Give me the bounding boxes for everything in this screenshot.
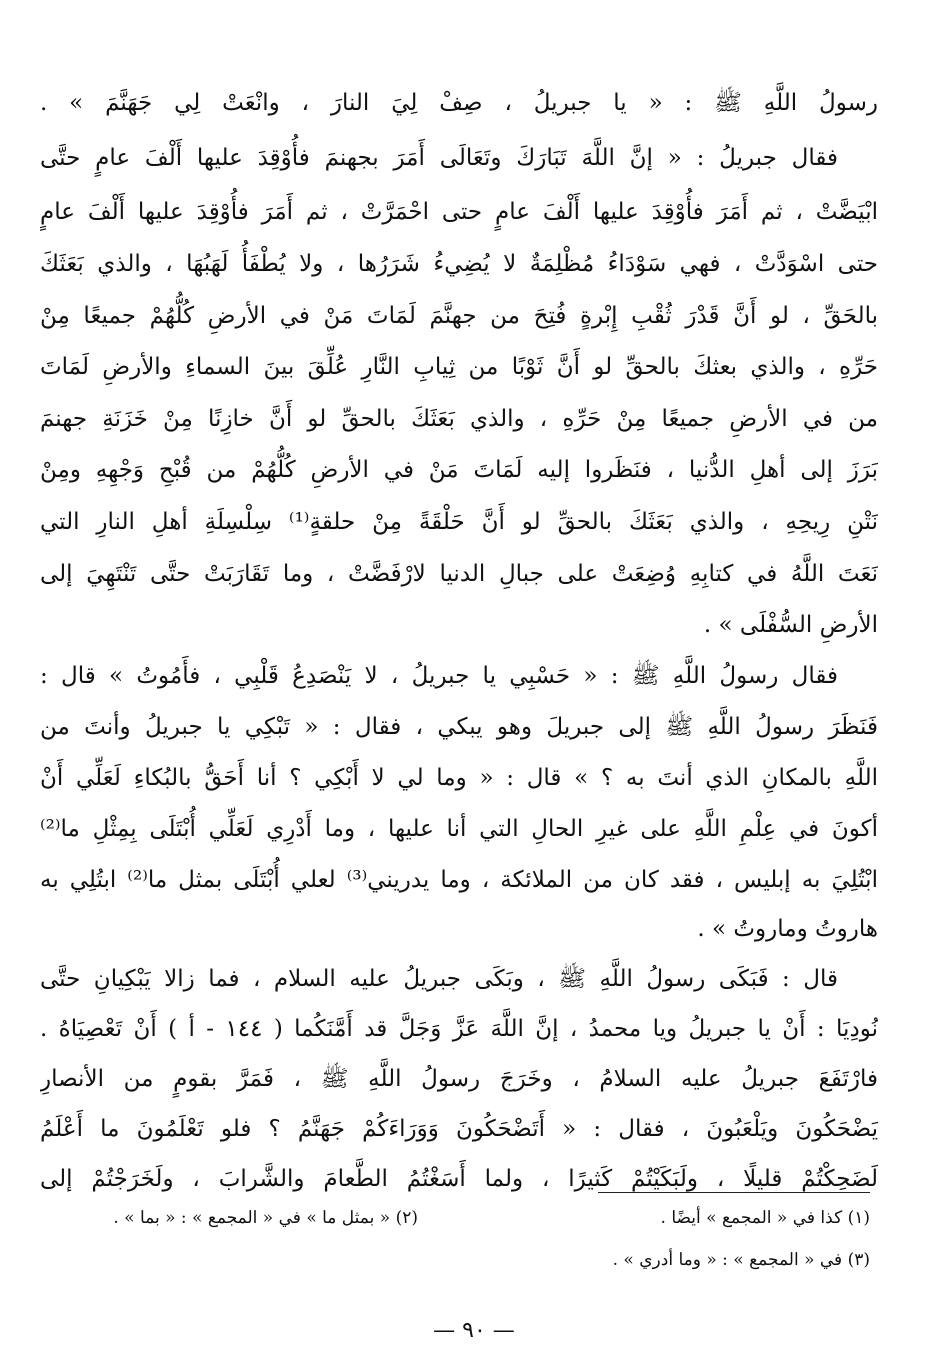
- footnote-1: (١) كذا في « المجمع » أيضًا .: [660, 1208, 870, 1228]
- text-line: بالحَقِّ ، لو أَنَّ قَدْرَ ثُقْبِ إِبْرةٍ فُتِحَ من جهنَّمَ لَمَاتَ مَنْ في الأرضِ كُلُّهُمْ جميعًا مِنْ: [40, 303, 878, 329]
- text-line: أكونَ في عِلْمِ اللَّهِ على غيرِ الحالِ التي أنا عليها ، وما أَدْرِي لَعَلِّي أُبْتَلَى بِمِثْلِ ما⁽²⁾: [40, 816, 878, 842]
- text-line: فقال جبريلُ : « إنَّ اللَّهَ تَبَارَكَ وتَعَالَى أَمَرَ بجهنمَ فأُوْقِدَ عليها أَلْفَ عامٍ حتَّى: [40, 145, 838, 171]
- text-line: ابْتُلِيَ به إبليس ، فقد كان من الملائكة ، وما يدريني⁽³⁾ لعلي أُبْتَلَى بمثل ما⁽²⁾ ابتُلِي به: [40, 867, 878, 893]
- text-line: الأرضِ السُّفْلَى » .: [703, 612, 878, 638]
- text-line: فقال رسولُ اللَّهِ ﷺ : « حَسْبِي يا جبريلُ ، لا يَنْصَدِعُ قَلْبِي ، فأَمُوتُ » قال :: [40, 663, 838, 689]
- text-line: نُودِيَا : أَنْ يا جبريلُ ويا محمدُ ، إنَّ اللَّهَ عَزَّ وَجَلَّ قد أَمَّنَكُما ( ١٤٤ - أ ) أَنْ تَعْصِيَاهُ .: [40, 1016, 878, 1042]
- text-line: رسولُ اللَّهِ ﷺ : « يا جبريلُ ، صِفْ لِيَ النارَ ، وانْعَتْ لِي جَهَنَّمَ » .: [40, 90, 878, 116]
- text-line: يَضْحَكُونَ ويَلْعَبُونَ ، فقال : « أَتَضْحَكُونَ وَوَرَاءَكُمْ جَهَنَّمُ ؟ فلو تَعْلَمُونَ ما أَعْلَمُ: [40, 1116, 878, 1142]
- text-line: نَتْنِ رِيحِهِ ، والذي بَعَثَكَ بالحقِّ لو أَنَّ حَلْقَةً مِنْ حلقةٍ⁽¹⁾ سِلْسِلَةِ أهلِ النارِ التي: [40, 509, 878, 535]
- text-line: نَعَتَ اللَّهُ في كتابِهِ وُضِعَتْ على جبالِ الدنيا لارْفَضَّتْ ، وما تَقَارَبَتْ حتَّى تَنْتَهِيَ إلى: [40, 561, 878, 587]
- text-line: ابْيَضَّتْ ، ثم أَمَرَ فأُوْقِدَ عليها أَلْفَ عامٍ حتى احْمَرَّتْ ، ثم أَمَرَ فأُوْقِدَ عليها أَلْفَ عامٍ: [40, 199, 878, 225]
- footnote-3: (٣) في « المجمع » : « وما أدري » .: [612, 1250, 870, 1270]
- page-number: — ٩٠ —: [433, 1318, 515, 1343]
- text-line: فارْتَفَعَ جبريلُ عليه السلامُ ، وخَرَجَ رسولُ اللَّهِ ﷺ ، فَمَرَّ بقومٍ من الأنصارِ: [40, 1066, 878, 1092]
- text-line: اللَّهِ بالمكانِ الذي أنتَ به ؟ » قال : « وما لي لا أَبْكِي ؟ أنا أَحَقُّ بالبُكاءِ لَعَلِّي أَنْ: [40, 765, 878, 791]
- text-line: هاروتُ وماروتُ » .: [697, 916, 878, 942]
- text-line: من في الأرضِ جميعًا مِنْ حَرِّهِ ، والذي بَعَثَكَ بالحقِّ لو أَنَّ خازِنًا مِنْ خَزَنَةِ جهنمَ: [40, 406, 878, 432]
- text-line: حَرِّهِ ، والذي بعثكَ بالحقِّ لو أَنَّ ثَوْبًا من ثِيابِ النَّارِ عُلِّقَ بينَ السماءِ والأرضِ لَمَاتَ: [40, 354, 878, 380]
- text-line: قال : فَبَكَى رسولُ اللَّهِ ﷺ ، وبَكَى جبريلُ عليه السلام ، فما زالا يَبْكِيانِ حتَّى: [40, 966, 838, 992]
- text-line: بَرَزَ إلى أهلِ الدُّنيا ، فنَظَروا إليه لَمَاتَ مَنْ في الأرضِ كُلُّهُمْ من قُبْحِ وَجْهِهِ ومِنْ: [40, 457, 878, 483]
- footnote-2: (٢) « بمثل ما » في « المجمع » : « بما » .: [113, 1208, 418, 1228]
- text-line: حتى اسْوَدَّتْ ، فهي سَوْدَاءُ مُظْلِمَةٌ لا يُضِيءُ شَرَرُها ، ولا يُطْفَأُ لَهَبُهَا ، والذي بَعَثَكَ: [40, 251, 878, 277]
- footnote-rule: [598, 1192, 870, 1193]
- text-line: فَنَظَرَ رسولُ اللَّهِ ﷺ إلى جبريلَ وهو يبكي ، فقال : « تَبْكِي يا جبريلُ وأنتَ من: [40, 714, 878, 740]
- text-line: لَضَحِكْتُمْ قليلًا ، ولَبَكَيْتُمْ كَثيرًا ، ولما أَسَغْتُمُ الطَّعامَ والشَّرابَ ، ولَخَرَجْتُمْ إلى: [40, 1166, 878, 1192]
